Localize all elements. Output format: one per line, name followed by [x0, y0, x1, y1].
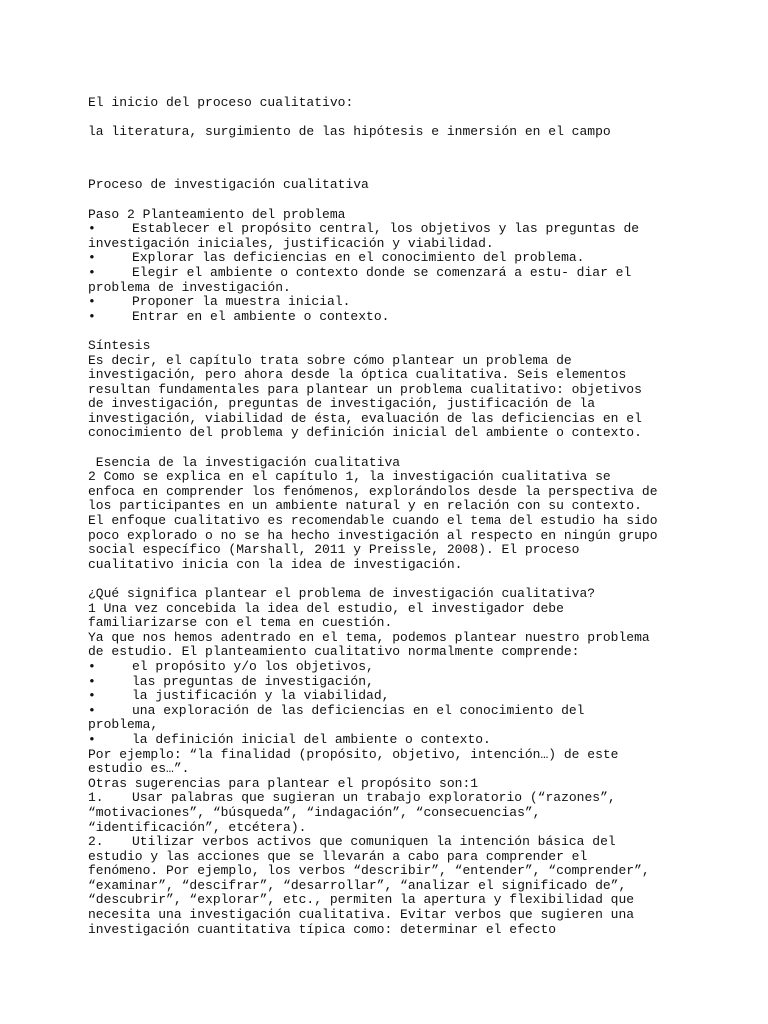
significa-line: 1 Una vez concebida la idea del estudio, el investigador debe — [88, 600, 564, 616]
paso2-bullet-3 — [88, 266, 728, 281]
sintesis-heading: Síntesis — [88, 337, 151, 353]
bullet-text: el propósito y/o los objetivos, — [132, 658, 374, 674]
sintesis-line: resultan fundamentales para plantear un problema cualitativo: objetivos — [88, 381, 642, 397]
spacer — [88, 111, 728, 126]
sintesis-line: de investigación, preguntas de investigación, justificación de la — [88, 396, 596, 412]
spacer — [88, 140, 728, 155]
esencia-line: El enfoque cualitativo es recomendable cuando el tema del estudio ha sido — [88, 513, 658, 529]
numbered-item-2-cont: “descubrir”, “explorar”, etc., permiten la apertura y flexibilidad que — [88, 892, 635, 908]
numbered-item-1-cont: “motivaciones”, “búsqueda”, “indagación”, “consecuencias”, — [88, 804, 541, 820]
document-subtitle: la literatura, surgimiento de las hipótesis e inmersión en el campo — [88, 124, 611, 140]
bullet-icon: • — [88, 264, 96, 280]
significa-line: de estudio. El planteamiento cualitativo normalmente comprende: — [88, 644, 580, 660]
numbered-item-2-cont: “examinar”, “descifrar”, “desarrollar”, “analizar el significado de”, — [88, 877, 627, 893]
spacer — [88, 572, 728, 587]
significa-bullet-4 — [88, 704, 728, 719]
bullet-icon: • — [88, 294, 96, 310]
section-heading-proceso: Proceso de investigación cualitativa — [88, 177, 369, 193]
significa-bullet-4-cont: problema, — [88, 717, 159, 733]
document-page — [88, 96, 728, 937]
paso2-bullet-2 — [88, 251, 728, 266]
bullet-icon: • — [88, 658, 96, 674]
esencia-line: cualitativo inicia con la idea de investigación. — [88, 556, 463, 572]
bullet-text: una exploración de las deficiencias en el conocimiento del — [132, 702, 585, 718]
sintesis-line: conocimiento del problema y definición inicial del ambiente o contexto. — [88, 425, 642, 441]
esencia-heading: Esencia de la investigación cualitativa — [88, 454, 401, 470]
spacer — [88, 441, 728, 456]
significa-line: Ya que nos hemos adentrado en el tema, podemos plantear nuestro problema — [88, 629, 650, 645]
item-number: 1. — [88, 790, 104, 806]
bullet-text: Proponer la muestra inicial. — [132, 294, 351, 310]
paso2-bullet-1-cont: investigación iniciales, justificación y viabilidad. — [88, 235, 494, 251]
significa-line: Otras sugerencias para plantear el propósito son:1 — [88, 775, 479, 791]
numbered-item-2-cont: investigación cuantitativa típica como: determinar el efecto — [88, 921, 557, 937]
bullet-text: Explorar las deficiencias en el conocimiento del problema. — [132, 250, 585, 266]
bullet-text: las preguntas de investigación, — [132, 673, 374, 689]
significa-bullet-1 — [88, 660, 728, 675]
spacer — [88, 193, 728, 208]
numbered-item-2-cont: necesita una investigación cualitativa. Evitar verbos que sugieren una — [88, 907, 635, 923]
bullet-icon: • — [88, 731, 96, 747]
item-text: Usar palabras que sugieran un trabajo exploratorio (“razones”, — [132, 790, 616, 806]
bullet-text: Elegir el ambiente o contexto donde se comenzará a estu- diar el — [132, 264, 632, 280]
bullet-icon: • — [88, 308, 96, 324]
esencia-line: 2 Como se explica en el capítulo 1, la investigación cualitativa se — [88, 469, 611, 485]
paso2-bullet-1 — [88, 222, 728, 237]
paso2-bullet-5 — [88, 310, 728, 325]
significa-bullet-3 — [88, 689, 728, 704]
document-title: El inicio del proceso cualitativo: — [88, 95, 354, 110]
numbered-item-2 — [88, 835, 728, 850]
bullet-text: la justificación y la viabilidad, — [132, 688, 390, 704]
significa-bullet-5 — [88, 733, 728, 748]
spacer — [88, 154, 728, 178]
bullet-icon: • — [88, 688, 96, 704]
bullet-icon: • — [88, 702, 96, 718]
paso2-heading: Paso 2 Planteamiento del problema — [88, 206, 346, 222]
significa-line: Por ejemplo: “la finalidad (propósito, objetivo, intención…) de este — [88, 746, 619, 762]
sintesis-line: investigación, viabilidad de ésta, evaluación de las deficiencias en el — [88, 410, 642, 426]
bullet-icon: • — [88, 221, 96, 237]
sintesis-line: Es decir, el capítulo trata sobre cómo plantear un problema de — [88, 352, 572, 368]
bullet-text: Establecer el propósito central, los objetivos y las preguntas de — [132, 221, 640, 237]
significa-bullet-2 — [88, 675, 728, 690]
bullet-icon: • — [88, 673, 96, 689]
item-number: 2. — [88, 834, 104, 850]
sintesis-line: investigación, pero ahora desde la óptica cualitativa. Seis elementos — [88, 367, 627, 383]
numbered-item-2-cont: estudio y las acciones que se llevarán a cabo para comprender el — [88, 848, 588, 864]
item-text: Utilizar verbos activos que comuniquen la intención básica del — [132, 834, 616, 850]
significa-heading: ¿Qué significa plantear el problema de investigación cualitativa? — [88, 586, 596, 601]
numbered-item-1 — [88, 791, 728, 806]
bullet-icon: • — [88, 250, 96, 266]
significa-line: familiarizarse con el tema en cuestión. — [88, 615, 393, 631]
spacer — [88, 324, 728, 339]
bullet-text: la definición inicial del ambiente o contexto. — [132, 731, 491, 747]
bullet-text: Entrar en el ambiente o contexto. — [132, 308, 390, 324]
esencia-line: enfoca en comprender los fenómenos, explorándolos desde la perspectiva de — [88, 483, 658, 499]
numbered-item-1-cont: “identificación”, etcétera). — [88, 819, 307, 835]
esencia-line: los participantes en un ambiente natural y en relación con su contexto. — [88, 498, 642, 514]
numbered-item-2-cont: fenómeno. Por ejemplo, los verbos “describir”, “entender”, “comprender”, — [88, 863, 650, 879]
paso2-bullet-4 — [88, 295, 728, 310]
paso2-bullet-3-cont: problema de investigación. — [88, 279, 291, 295]
esencia-line: social específico (Marshall, 2011 y Preissle, 2008). El proceso — [88, 542, 580, 558]
esencia-line: poco explorado o no se ha hecho investigación al respecto en ningún grupo — [88, 527, 658, 543]
significa-line: estudio es…”. — [88, 761, 190, 777]
